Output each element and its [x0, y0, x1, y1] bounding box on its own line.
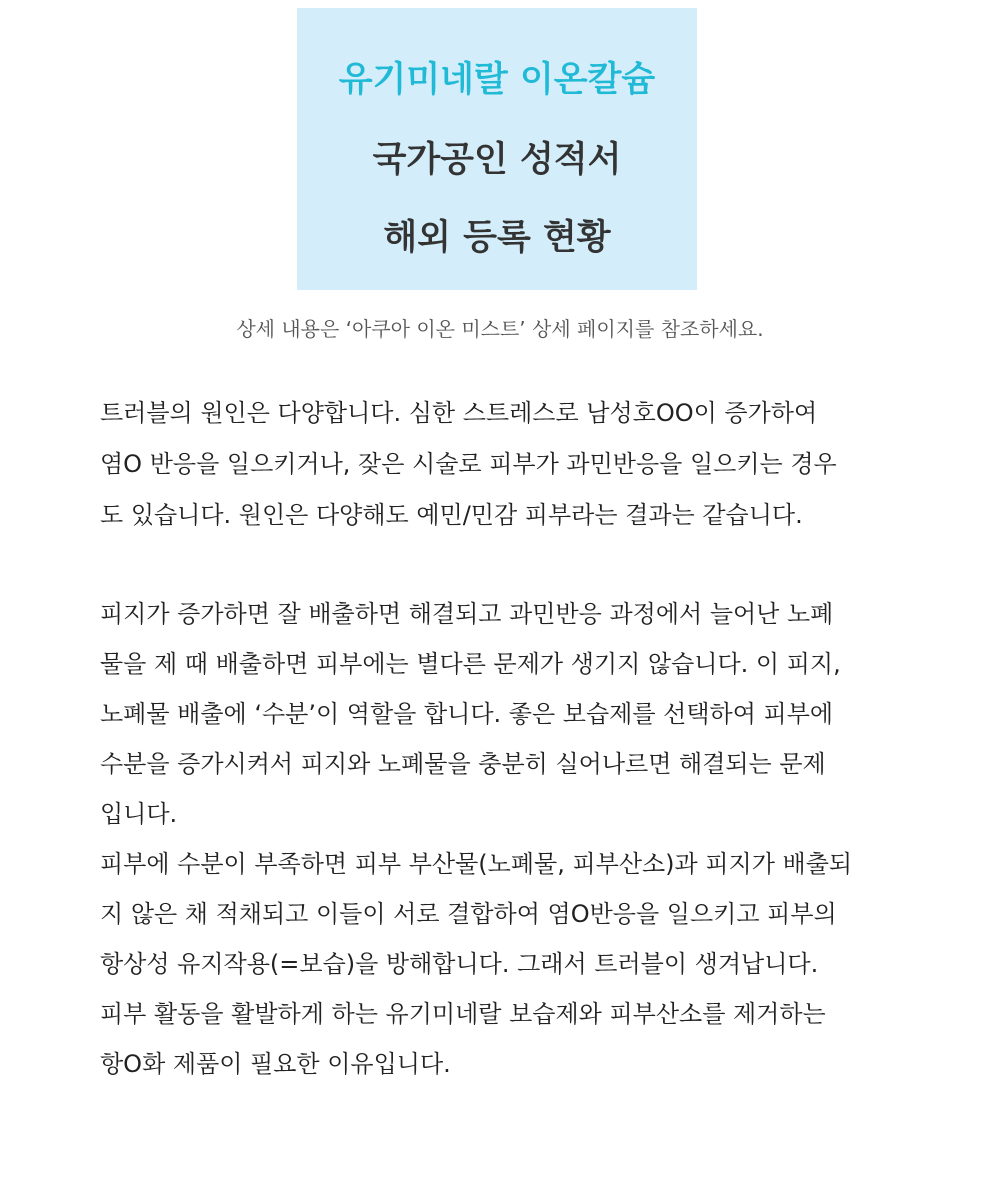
reference-note: 상세 내용은 ‘아쿠아 이온 미스트’ 상세 페이지를 참조하세요.	[236, 317, 764, 341]
body-line: 피부 활동을 활발하게 하는 유기미네랄 보습제와 피부산소를 제거하는	[100, 1000, 826, 1028]
body-line: 입니다.	[100, 800, 178, 828]
banner-title-line-3: 해외 등록 현황	[383, 218, 611, 258]
body-line: 피부에 수분이 부족하면 피부 부산물(노폐물, 피부산소)과 피지가 배출되	[100, 850, 853, 878]
title-banner	[297, 8, 697, 290]
body-line: 트러블의 원인은 다양합니다. 심한 스트레스로 남성호OO이 증가하여	[100, 399, 818, 427]
banner-title-line-2: 국가공인 성적서	[372, 140, 622, 180]
body-line: 도 있습니다. 원인은 다양해도 예민/민감 피부라는 결과는 같습니다.	[100, 501, 803, 529]
body-line: 물을 제 때 배출하면 피부에는 별다른 문제가 생기지 않습니다. 이 피지,	[100, 650, 841, 678]
body-line: 수분을 증가시켜서 피지와 노폐물을 충분히 실어나르면 해결되는 문제	[100, 750, 826, 778]
body-line: 지 않은 채 적채되고 이들이 서로 결합하여 염O반응을 일으키고 피부의	[100, 900, 837, 928]
banner-title-line-1: 유기미네랄 이온칼슘	[338, 60, 656, 100]
body-line: 항상성 유지작용(=보습)을 방해합니다. 그래서 트러블이 생겨납니다.	[100, 950, 819, 978]
body-line: 염O 반응을 일으키거나, 잦은 시술로 피부가 과민반응을 일으키는 경우	[100, 450, 837, 478]
body-line: 노폐물 배출에 ‘수분’이 역할을 합니다. 좋은 보습제를 선택하여 피부에	[100, 700, 834, 728]
body-line: 항O화 제품이 필요한 이유입니다.	[100, 1050, 451, 1078]
body-line: 피지가 증가하면 잘 배출하면 해결되고 과민반응 과정에서 늘어난 노폐	[100, 600, 834, 628]
